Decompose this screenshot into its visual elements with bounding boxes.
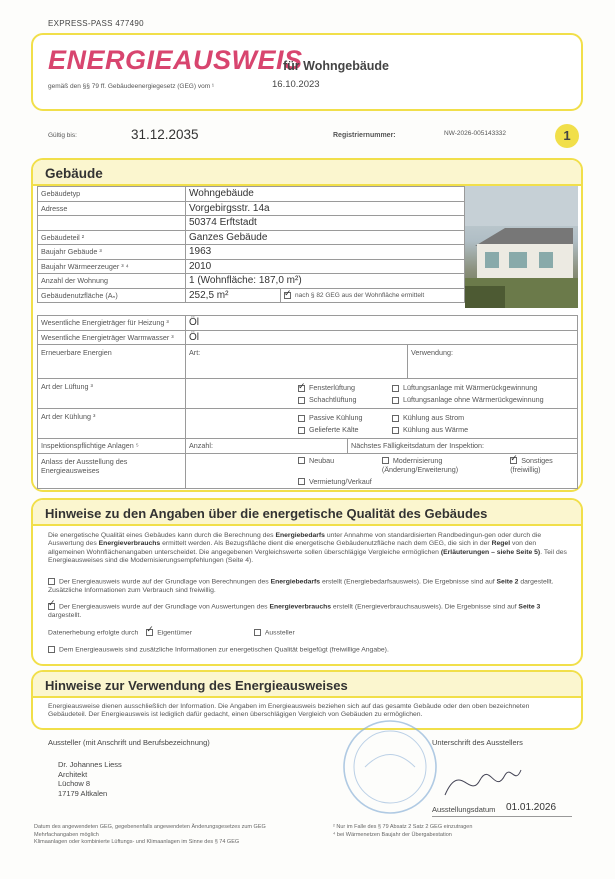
- table-row: [38, 216, 465, 231]
- reason-checkbox[interactable]: [298, 478, 305, 485]
- owner-checkbox[interactable]: [146, 629, 153, 636]
- cooling-checkbox[interactable]: [392, 415, 399, 422]
- reg-value: NW-2026-005143332: [444, 130, 507, 137]
- row-label: Baujahr Wärmeerzeuger ³ ⁴: [38, 259, 186, 274]
- ventilation-option: Fensterlüftung: [309, 383, 355, 392]
- heating-value: Öl: [186, 316, 578, 331]
- issuer-title: Architekt: [58, 769, 88, 779]
- issuer-checkbox[interactable]: [254, 629, 261, 636]
- express-pass-label: EXPRESS-PASS 477490: [48, 19, 144, 28]
- row-label: Gebäudetyp: [38, 187, 186, 202]
- table-row: [38, 288, 465, 303]
- issue-date-value: 01.01.2026: [506, 802, 557, 813]
- inspection-label: Inspektionspflichtige Anlagen ⁵: [38, 439, 186, 454]
- usage-heading: Hinweise zur Verwendung des Energieausweises: [33, 672, 581, 698]
- area-note: nach § 82 GEG aus der Wohnfläche ermittelt: [295, 291, 425, 299]
- footnotes-left: [34, 824, 266, 847]
- footnote: ⁴ bei Wärmenetzen Baujahr der Übergabestation: [333, 831, 452, 838]
- cooling-option: Gelieferte Kälte: [309, 425, 359, 434]
- ventilation-option: Lüftungsanlage ohne Wärmerückgewinnung: [403, 395, 544, 404]
- renewable-use: Verwendung:: [408, 345, 578, 379]
- footnotes-right: [333, 824, 472, 839]
- building-heading: Gebäude: [33, 160, 581, 186]
- law-date: 16.10.2023: [272, 79, 320, 90]
- table-row: [38, 453, 578, 488]
- inspection-next: Nächstes Fälligkeitsdatum der Inspektion:: [348, 439, 578, 454]
- reason-checkbox[interactable]: [298, 457, 305, 464]
- reason-option: Neubau: [309, 455, 335, 465]
- inspection-count: Anzahl:: [186, 439, 348, 454]
- issuer-label: Aussteller (mit Anschrift und Berufsbezeichnung): [48, 738, 210, 747]
- issuer-label: Aussteller: [264, 629, 295, 637]
- table-row: [38, 330, 578, 345]
- reg-label: Registriernummer:: [333, 132, 396, 139]
- issuer-street: Lüchow 8: [58, 779, 91, 788]
- owner-label: Eigentümer: [157, 629, 192, 637]
- row-label: Gebäudeteil ²: [38, 230, 186, 245]
- row-label: Adresse: [38, 201, 186, 216]
- row-value: 1963: [186, 245, 465, 260]
- row-label: Baujahr Gebäude ³: [38, 245, 186, 260]
- valid-value: 31.12.2035: [131, 127, 199, 142]
- ventilation-label: Art der Lüftung ³: [38, 379, 186, 409]
- table-row: [38, 187, 465, 202]
- reason-label: Anlass der Ausstellung des Energieausweises: [38, 453, 186, 488]
- issuer-city: 17179 Altkalen: [58, 788, 108, 798]
- law-text: gemäß den §§ 79 ff. Gebäudeenergiegesetz (GEG) vom ¹: [48, 83, 215, 90]
- reason-options: [186, 453, 578, 488]
- page-number-badge: 1: [555, 124, 579, 148]
- cooling-label: Art der Kühlung ³: [38, 409, 186, 439]
- table-row: [38, 230, 465, 245]
- row-label: [38, 216, 186, 231]
- table-row: [38, 379, 578, 409]
- cooling-checkbox[interactable]: [392, 427, 399, 434]
- ventilation-checkbox[interactable]: [298, 397, 305, 404]
- signature-label: Unterschrift des Ausstellers: [432, 738, 523, 747]
- ventilation-options: [186, 379, 578, 409]
- hints-option-demand: Der Energieausweis wurde auf der Grundlage von Berechnungen des Energiebedarfs erstellt (Energiebedarfsausweis). Die Ergebnisse sind auf Seite 2 dargestellt. Zusätzliche Informationen zum Verbrauch sind freiwillig.: [48, 578, 554, 594]
- reason-option: Vermietung/Verkauf: [309, 476, 372, 486]
- building-table-bottom: [37, 315, 578, 489]
- ventilation-option: Lüftungsanlage mit Wärmerückgewinnung: [403, 383, 538, 392]
- building-photo: [465, 186, 578, 308]
- demand-checkbox[interactable]: [48, 578, 55, 585]
- hints-option-consumption: ✓Der Energieausweis wurde auf der Grundlage von Auswertungen des Energieverbrauchs erstellt (Energieverbrauchsausweis). Die Ergebnisse sind auf Seite 3 dargestellt.: [48, 603, 568, 620]
- ventilation-option: Schachtlüftung: [309, 395, 357, 404]
- row-value: 2010: [186, 259, 465, 274]
- cooling-option: Kühlung aus Wärme: [403, 425, 469, 434]
- renewable-art: Art:: [186, 345, 408, 379]
- heating-label: Wesentliche Energieträger für Heizung ³: [38, 316, 186, 331]
- area-note-cell: [281, 288, 465, 303]
- ventilation-checkbox[interactable]: [298, 385, 305, 392]
- hints-paragraph: Die energetische Qualität eines Gebäudes kann durch die Berechnung des Energiebedarfs unter Annahme von standardisierten Randbedingun-gen oder durch die Auswertung des Energieverbrauchs ermittelt werden. Als Bezugsfläche dient die energetische Gebäudenutzfläche nach dem GEG, die sich in der Regel von den allgemeinen Wohnflächenangaben unterscheidet. Die angegebenen Vergleichswerte sollen überschlägige Vergleiche ermöglichen (Erläuterungen – siehe Seite 5). Teil des Energieausweises sind die Modernisierungsempfehlungen (Seite 4).: [48, 532, 567, 565]
- title: ENERGIEAUSWEIS: [48, 45, 303, 75]
- renewable-label: Erneuerbare Energien: [38, 345, 186, 379]
- cooling-option: Passive Kühlung: [309, 413, 363, 422]
- table-row: [38, 409, 578, 439]
- reason-checkbox[interactable]: [510, 457, 517, 464]
- reason-option: Modernisierung (Änderung/Erweiterung): [381, 455, 459, 474]
- signature-icon: [435, 750, 525, 810]
- building-table-top: [37, 186, 465, 303]
- footnote: ² Nur im Falle des § 79 Absatz 2 Satz 2 GEG einzutragen: [333, 824, 473, 830]
- ventilation-checkbox[interactable]: [392, 397, 399, 404]
- table-row: [38, 274, 465, 289]
- warmwater-label: Wesentliche Energieträger Warmwasser ³: [38, 330, 186, 345]
- reason-option: Sonstiges (freiwillig): [510, 455, 553, 474]
- extra-info-checkbox[interactable]: [48, 646, 55, 653]
- row-value: 1 (Wohnfläche: 187,0 m²): [186, 274, 465, 289]
- warmwater-value: Öl: [186, 330, 578, 345]
- data-collection-row: [48, 629, 448, 638]
- issue-date-label: Ausstellungsdatum: [432, 805, 496, 814]
- footnote: Datum des angewendeten GEG, gegebenenfalls angewendeten Änderungsgesetzes zum GEG: [34, 824, 266, 830]
- area-value: 252,5 m²: [186, 288, 281, 303]
- issuer-name: Dr. Johannes Liess: [58, 760, 122, 769]
- reason-checkbox[interactable]: [382, 457, 389, 464]
- footnote: Klimaanlagen oder kombinierte Lüftungs- und Klimaanlagen im Sinne des § 74 GEG: [34, 839, 240, 845]
- valid-label: Gültig bis:: [48, 132, 77, 139]
- area-label: Gebäudenutzfläche (Aₙ): [38, 288, 186, 303]
- table-row: [38, 259, 465, 274]
- consumption-checkbox[interactable]: [48, 603, 55, 610]
- cooling-checkbox[interactable]: [298, 415, 305, 422]
- table-row: [38, 316, 578, 331]
- usage-box: [31, 670, 583, 730]
- table-row: [38, 201, 465, 216]
- row-value: Ganzes Gebäude: [186, 230, 465, 245]
- usage-text: Energieausweise dienen ausschließlich der Information. Die Angaben im Energieausweis beziehen sich auf das gesamte Gebäude oder den oben bezeichneten Gebäudeteil. Der Energieausweis ist lediglich dafür gedacht, einen überschlägigen Vergleich von Gebäuden zu ermöglichen.: [48, 703, 530, 719]
- extra-info-row: [48, 646, 568, 655]
- date-underline: [432, 816, 572, 817]
- issuer-address: [58, 760, 122, 798]
- extra-info-label: Dem Energieausweis sind zusätzliche Informationen zur energetischen Qualität beigefügt (freiwillige Angabe).: [59, 646, 389, 654]
- row-value: Vorgebirgsstr. 14a: [186, 201, 465, 216]
- data-collection-label: Datenerhebung erfolgte durch: [48, 629, 139, 637]
- footnote: Mehrfachangaben möglich: [34, 831, 99, 838]
- cooling-options: [186, 409, 578, 439]
- subtitle: für Wohngebäude: [283, 59, 390, 73]
- table-row: [38, 245, 465, 260]
- row-label: Anzahl der Wohnung: [38, 274, 186, 289]
- ventilation-checkbox[interactable]: [392, 385, 399, 392]
- area-note-checkbox[interactable]: [284, 292, 291, 299]
- row-value: 50374 Erftstadt: [186, 216, 465, 231]
- row-value: Wohngebäude: [186, 187, 465, 202]
- cooling-option: Kühlung aus Strom: [403, 413, 465, 422]
- table-row: [38, 345, 578, 379]
- hints-heading: Hinweise zu den Angaben über die energetische Qualität des Gebäudes: [33, 500, 581, 526]
- cooling-checkbox[interactable]: [298, 427, 305, 434]
- table-row: [38, 439, 578, 454]
